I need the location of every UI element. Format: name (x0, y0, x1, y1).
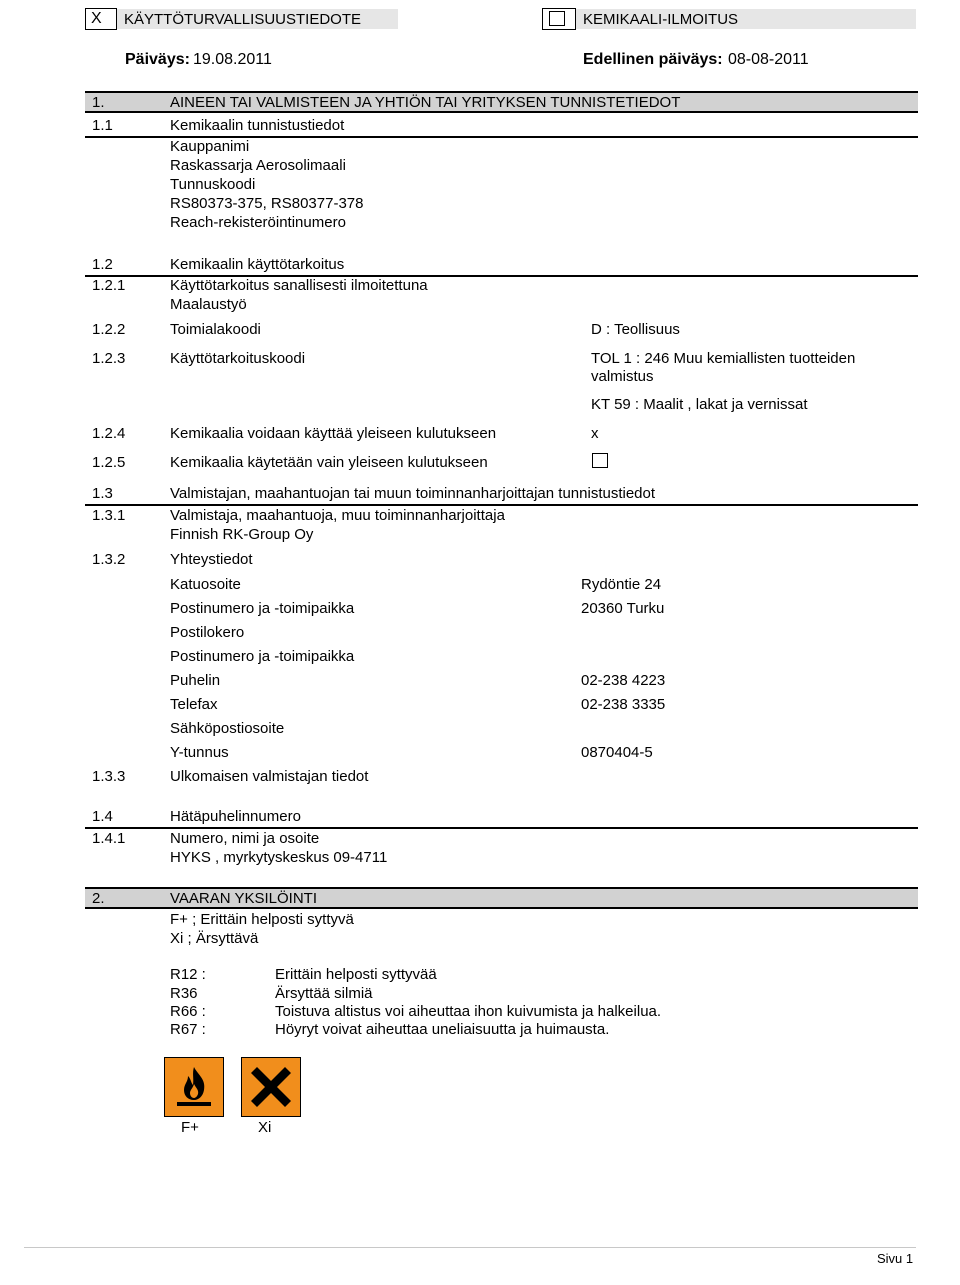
r-phrase-code: R67 : (170, 1021, 206, 1038)
hazard-class-xi: Xi ; Ärsyttävä (170, 930, 259, 947)
r-phrase-code: R66 : (170, 1003, 206, 1020)
footer-divider (24, 1247, 916, 1248)
s1-4-number: 1.4 (92, 808, 113, 825)
contact-label-street: Katuosoite (170, 576, 241, 593)
prev-date-value: 08-08-2011 (728, 51, 809, 68)
section-2-title: VAARAN YKSILÖINTI (170, 890, 317, 907)
s1-2-1-title: Käyttötarkoitus sanallisesti ilmoitettuna (170, 277, 428, 294)
section-1-title: AINEEN TAI VALMISTEEN JA YHTIÖN TAI YRITYKSEN TUNNISTETIEDOT (170, 94, 681, 111)
reach-label: Reach-rekisteröintinumero (170, 214, 346, 231)
date-label: Päiväys: (125, 51, 190, 68)
code-value: RS80373-375, RS80377-378 (170, 195, 364, 212)
s1-2-title: Kemikaalin käyttötarkoitus (170, 256, 345, 273)
contact-label-pobox: Postilokero (170, 624, 245, 641)
page-number: Sivu 1 (877, 1251, 914, 1266)
contact-value-street: Rydöntie 24 (581, 576, 662, 593)
s1-2-4-title: Kemikaalia voidaan käyttää yleiseen kulutukseen (170, 425, 497, 442)
s1-2-5-checkbox[interactable] (592, 453, 608, 468)
s1-2-2-title: Toimialakoodi (170, 321, 261, 338)
s1-4-1-value: HYKS , myrkytyskeskus 09-4711 (170, 849, 388, 866)
sds-title: KÄYTTÖTURVALLISUUSTIEDOTE (124, 11, 361, 28)
flame-icon (164, 1057, 224, 1117)
r-phrase-text: Ärsyttää silmiä (275, 985, 373, 1002)
s1-2-number: 1.2 (92, 256, 113, 273)
kem-title: KEMIKAALI-ILMOITUS (583, 11, 739, 28)
s1-1-title: Kemikaalin tunnistustiedot (170, 117, 345, 134)
contact-value-business-id: 0870404-5 (581, 744, 653, 761)
contact-label-business-id: Y-tunnus (170, 744, 229, 761)
s1-4-1-number: 1.4.1 (92, 830, 126, 847)
s1-2-1-value: Maalaustyö (170, 296, 247, 313)
s1-2-3-value-line2: valmistus (591, 368, 654, 385)
kem-checkbox-inner (549, 11, 565, 26)
contact-value-phone: 02-238 4223 (581, 672, 666, 689)
s1-2-2-number: 1.2.2 (92, 321, 126, 338)
s1-3-underline (85, 504, 918, 506)
r-phrase-text: Erittäin helposti syttyvää (275, 966, 437, 983)
s1-3-1-title: Valmistaja, maahantuoja, muu toiminnanharjoittaja (170, 507, 505, 524)
s1-3-3-number: 1.3.3 (92, 768, 126, 785)
s1-2-2-value: D : Teollisuus (591, 321, 680, 338)
pictogram-label-xi: Xi (258, 1119, 272, 1136)
hazard-class-f: F+ ; Erittäin helposti syttyvä (170, 911, 354, 928)
s1-2-1-number: 1.2.1 (92, 277, 126, 294)
s1-3-2-number: 1.3.2 (92, 551, 126, 568)
s1-3-title: Valmistajan, maahantuojan tai muun toiminnanharjoittajan tunnistustiedot (170, 485, 656, 502)
trade-name-value: Raskassarja Aerosolimaali (170, 157, 346, 174)
s1-4-title: Hätäpuhelinnumero (170, 808, 301, 825)
prev-date-label: Edellinen päiväys: (583, 51, 723, 68)
s1-4-1-title: Numero, nimi ja osoite (170, 830, 320, 847)
r-phrase-code: R12 : (170, 966, 206, 983)
s1-2-3-number: 1.2.3 (92, 350, 126, 367)
contact-label-email: Sähköpostiosoite (170, 720, 285, 737)
r-phrase-code: R36 (170, 985, 198, 1002)
s1-3-2-title: Yhteystiedot (170, 551, 253, 568)
code-label: Tunnuskoodi (170, 176, 256, 193)
s1-2-3-value-line1: TOL 1 : 246 Muu kemiallisten tuotteiden (591, 350, 856, 367)
s1-3-1-number: 1.3.1 (92, 507, 126, 524)
r-phrase-text: Toistuva altistus voi aiheuttaa ihon kuivumista ja halkeilua. (275, 1003, 662, 1020)
s1-2-3-value-kt: KT 59 : Maalit , lakat ja vernissat (591, 396, 808, 413)
r-phrase-text: Höyryt voivat aiheuttaa uneliaisuutta ja huimausta. (275, 1021, 610, 1038)
s1-2-5-number: 1.2.5 (92, 454, 126, 471)
s1-3-3-title: Ulkomaisen valmistajan tiedot (170, 768, 369, 785)
s1-2-4-mark: x (591, 425, 599, 442)
section-1-number: 1. (92, 94, 105, 111)
s1-2-5-title: Kemikaalia käytetään vain yleiseen kulutukseen (170, 454, 488, 471)
trade-name-label: Kauppanimi (170, 138, 250, 155)
s1-3-number: 1.3 (92, 485, 113, 502)
sds-checkbox-mark: X (91, 10, 102, 27)
s1-2-4-number: 1.2.4 (92, 425, 126, 442)
contact-value-postcode: 20360 Turku (581, 600, 665, 617)
date-value: 19.08.2011 (193, 51, 272, 68)
contact-label-postcode: Postinumero ja -toimipaikka (170, 600, 355, 617)
cross-x-icon (241, 1057, 301, 1117)
contact-value-fax: 02-238 3335 (581, 696, 666, 713)
s1-4-underline (85, 827, 918, 829)
pictogram-label-f: F+ (181, 1119, 199, 1136)
section-2-number: 2. (92, 890, 105, 907)
s1-3-1-value: Finnish RK-Group Oy (170, 526, 314, 543)
s1-1-number: 1.1 (92, 117, 113, 134)
contact-label-fax: Telefax (170, 696, 218, 713)
s1-2-3-title: Käyttötarkoituskoodi (170, 350, 306, 367)
contact-label-pobox-postcode: Postinumero ja -toimipaikka (170, 648, 355, 665)
contact-label-phone: Puhelin (170, 672, 221, 689)
